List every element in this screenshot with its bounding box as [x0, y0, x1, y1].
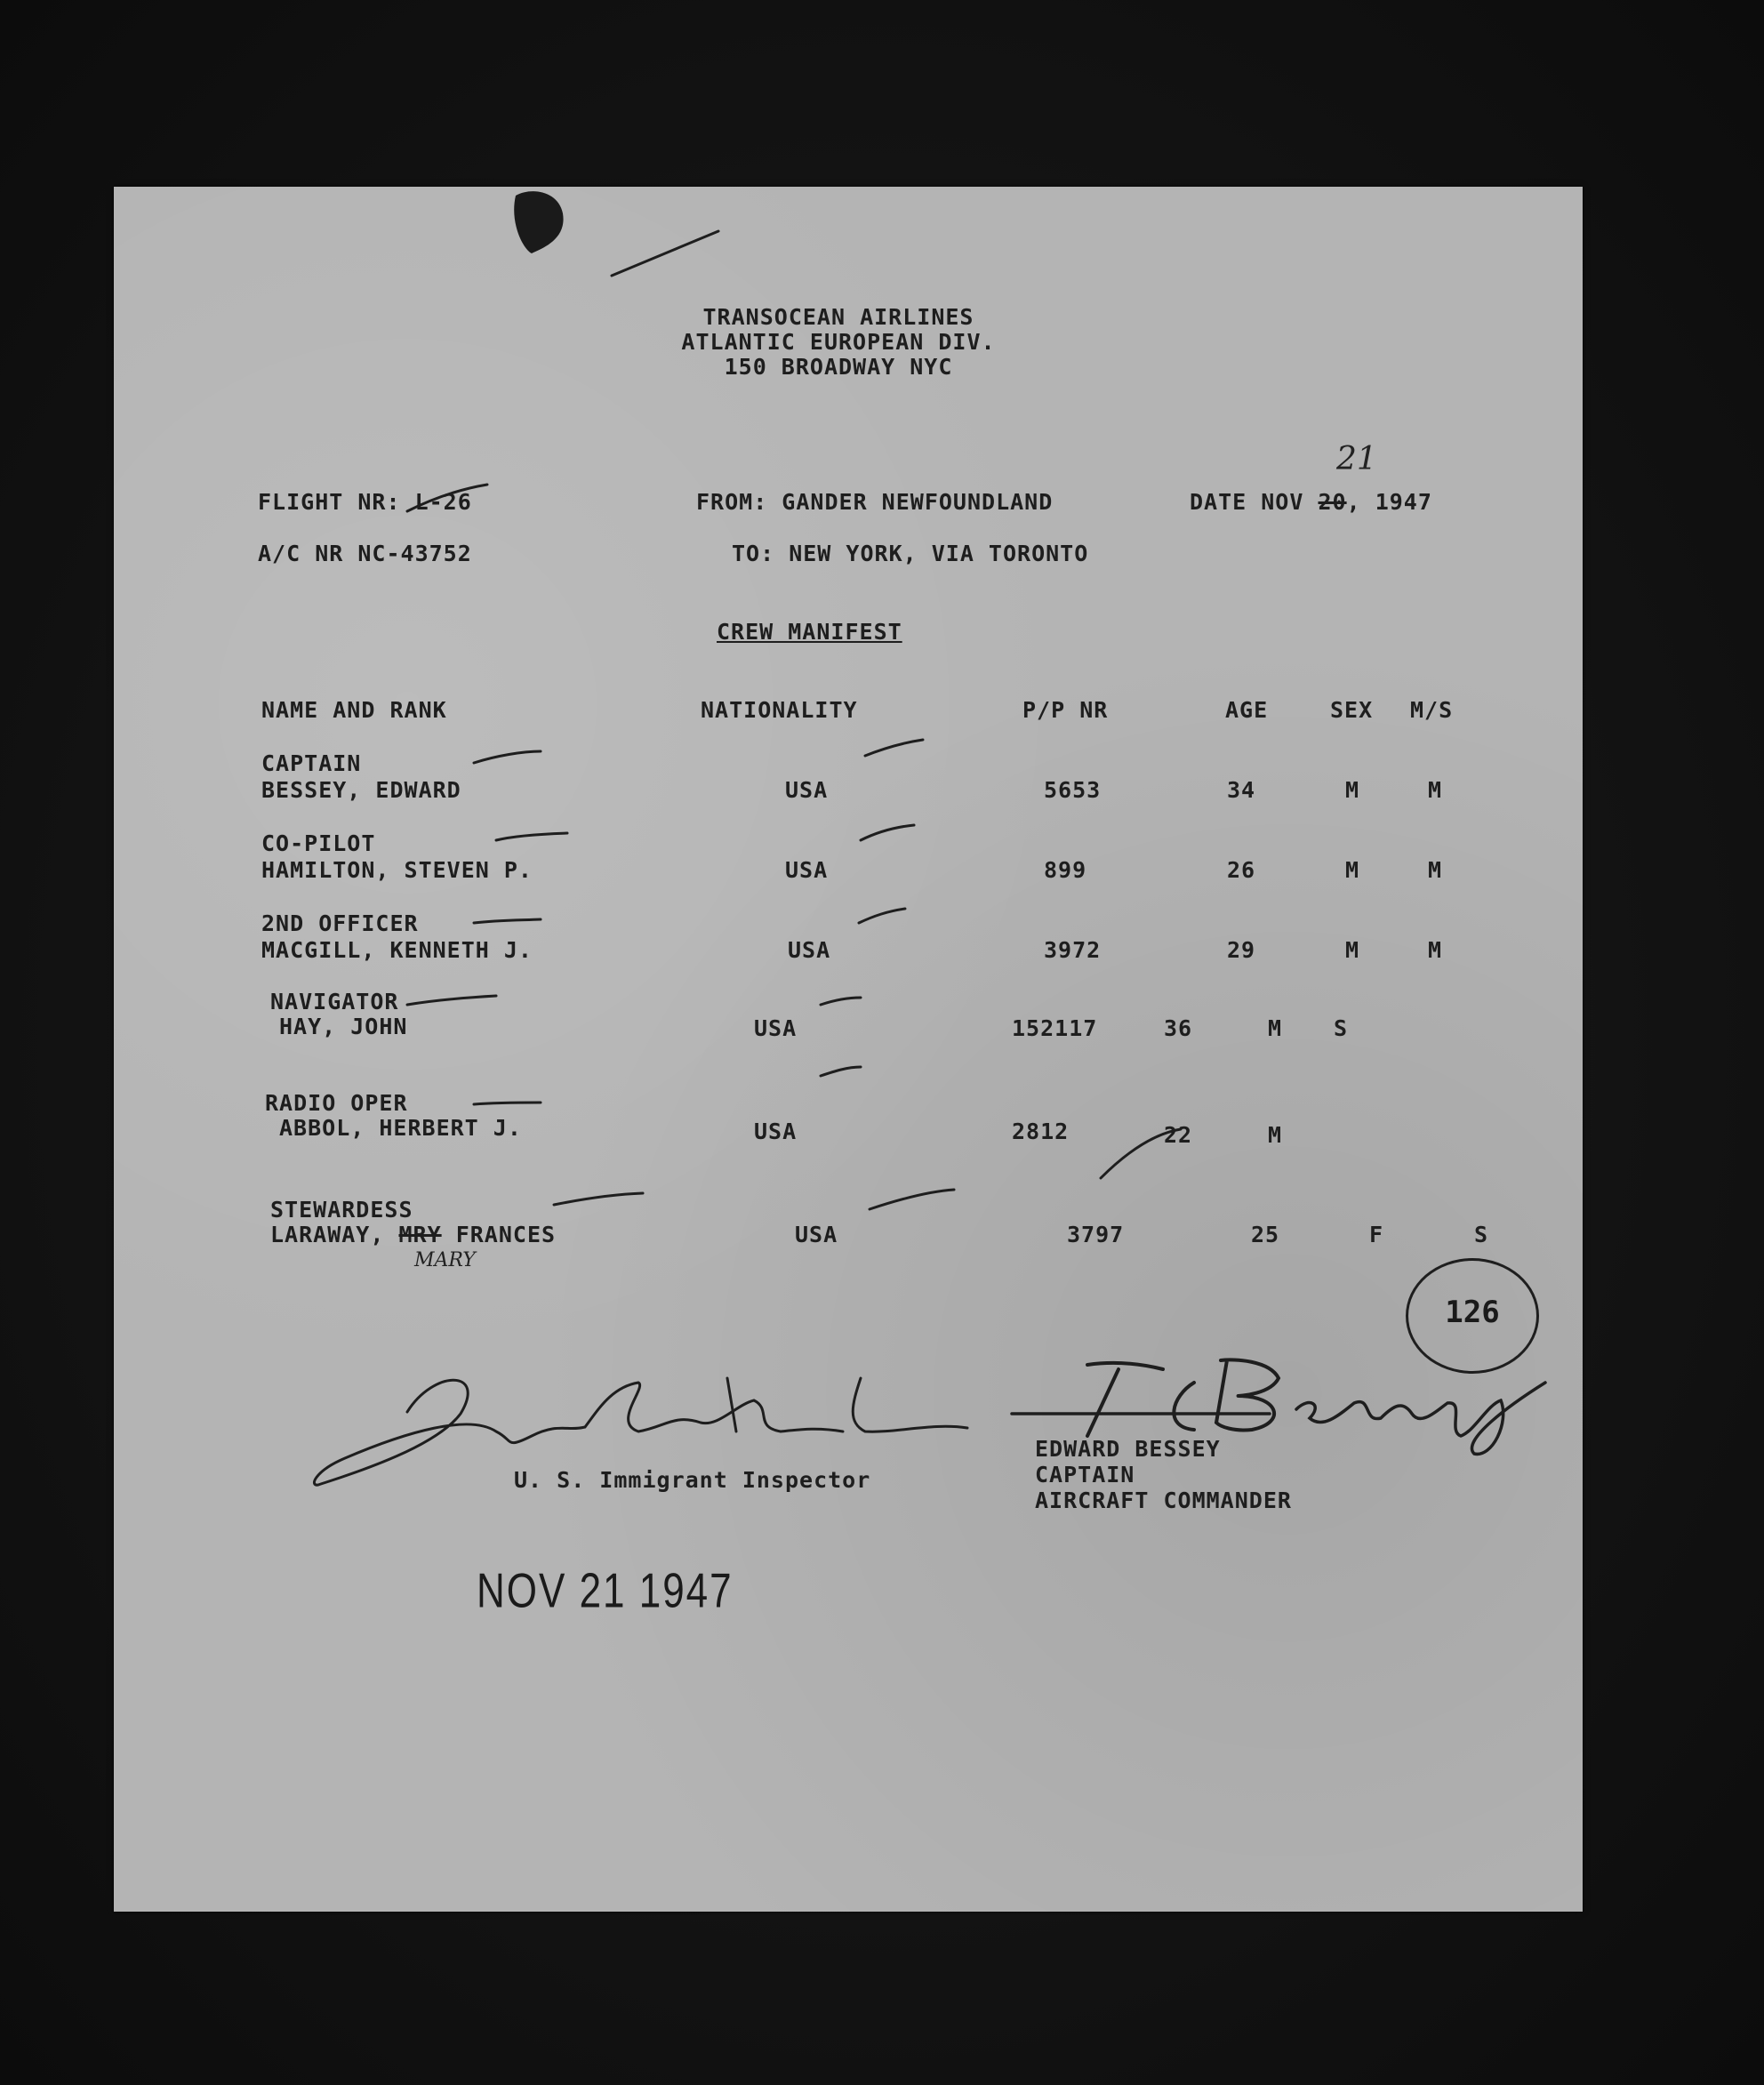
- crew-age: 36: [1164, 1015, 1193, 1041]
- column-marital-status: M/S: [1410, 697, 1454, 723]
- letterhead-line-3: 150 BROADWAY NYC: [724, 354, 953, 380]
- crew-passport: 3797: [1067, 1222, 1125, 1247]
- crew-passport: 2812: [1012, 1119, 1070, 1144]
- crew-age: 22: [1164, 1122, 1193, 1148]
- crew-marital-status: M: [1428, 937, 1443, 963]
- crew-name: BESSEY, EDWARD: [261, 777, 461, 803]
- crew-nationality: USA: [795, 1222, 838, 1247]
- letterhead-line-1: TRANSOCEAN AIRLINES: [702, 304, 974, 330]
- date-year: , 1947: [1346, 489, 1432, 515]
- circled-note-text: 126: [1445, 1295, 1500, 1330]
- crew-name: ABBOL, HERBERT J.: [279, 1115, 522, 1141]
- commander-name: EDWARD BESSEY: [1035, 1436, 1221, 1462]
- column-passport: P/P NR: [1022, 697, 1109, 723]
- crew-sex: F: [1369, 1222, 1384, 1247]
- column-sex: SEX: [1330, 697, 1374, 723]
- column-age: AGE: [1225, 697, 1269, 723]
- crew-nationality: USA: [785, 857, 829, 883]
- name-given: FRANCES: [455, 1222, 557, 1247]
- crew-marital-status: S: [1474, 1222, 1489, 1247]
- crew-nationality: USA: [754, 1015, 798, 1041]
- column-name-rank: NAME AND RANK: [261, 697, 447, 723]
- inspector-title: U. S. Immigrant Inspector: [514, 1467, 871, 1493]
- crew-nationality: USA: [754, 1119, 798, 1144]
- crew-passport: 152117: [1012, 1015, 1098, 1041]
- crew-age: 34: [1227, 777, 1256, 803]
- crew-age: 26: [1227, 857, 1256, 883]
- crew-sex: M: [1345, 857, 1360, 883]
- crew-passport: 899: [1044, 857, 1087, 883]
- crew-marital-status: S: [1334, 1015, 1349, 1041]
- flight-to: TO: NEW YORK, VIA TORONTO: [732, 541, 1089, 566]
- letterhead-line-2: ATLANTIC EUROPEAN DIV.: [681, 329, 996, 355]
- crew-passport: 5653: [1044, 777, 1102, 803]
- aircraft-number: A/C NR NC-43752: [258, 541, 472, 566]
- crew-name: MACGILL, KENNETH J.: [261, 937, 533, 963]
- crew-rank: CAPTAIN: [261, 750, 362, 776]
- crew-name: HAY, JOHN: [279, 1014, 408, 1039]
- crew-age: 25: [1251, 1222, 1280, 1247]
- crew-sex: M: [1345, 937, 1360, 963]
- crew-nationality: USA: [785, 777, 829, 803]
- date-stamp: NOV 21 1947: [477, 1563, 734, 1618]
- commander-role: AIRCRAFT COMMANDER: [1035, 1488, 1292, 1513]
- flight-from: FROM: GANDER NEWFOUNDLAND: [696, 489, 1054, 515]
- crew-marital-status: M: [1428, 857, 1443, 883]
- crew-name: HAMILTON, STEVEN P.: [261, 857, 533, 883]
- name-struck: MRY: [398, 1222, 442, 1247]
- crew-rank: CO-PILOT: [261, 830, 376, 856]
- manifest-title: CREW MANIFEST: [717, 619, 902, 645]
- crew-age: 29: [1227, 937, 1256, 963]
- crew-rank: STEWARDESS: [270, 1197, 413, 1223]
- date-correction-handwritten: 21: [1336, 441, 1377, 477]
- manifest-page: [114, 187, 1583, 1912]
- date-struck-day: 20: [1318, 489, 1347, 515]
- name-handwritten-correction: MARY: [414, 1249, 476, 1271]
- date-prefix: DATE NOV: [1190, 489, 1304, 515]
- crew-sex: M: [1268, 1015, 1283, 1041]
- crew-nationality: USA: [788, 937, 831, 963]
- column-nationality: NATIONALITY: [701, 697, 858, 723]
- flight-number: FLIGHT NR: L-26: [258, 489, 472, 515]
- commander-rank: CAPTAIN: [1035, 1462, 1135, 1488]
- crew-rank: NAVIGATOR: [270, 989, 399, 1014]
- crew-sex: M: [1345, 777, 1360, 803]
- crew-rank: RADIO OPER: [265, 1090, 408, 1116]
- pen-marks: [114, 187, 1583, 1912]
- crew-rank: 2ND OFFICER: [261, 910, 419, 936]
- crew-marital-status: M: [1428, 777, 1443, 803]
- crew-sex: M: [1268, 1122, 1283, 1148]
- name-surname: LARAWAY,: [270, 1222, 385, 1247]
- crew-passport: 3972: [1044, 937, 1102, 963]
